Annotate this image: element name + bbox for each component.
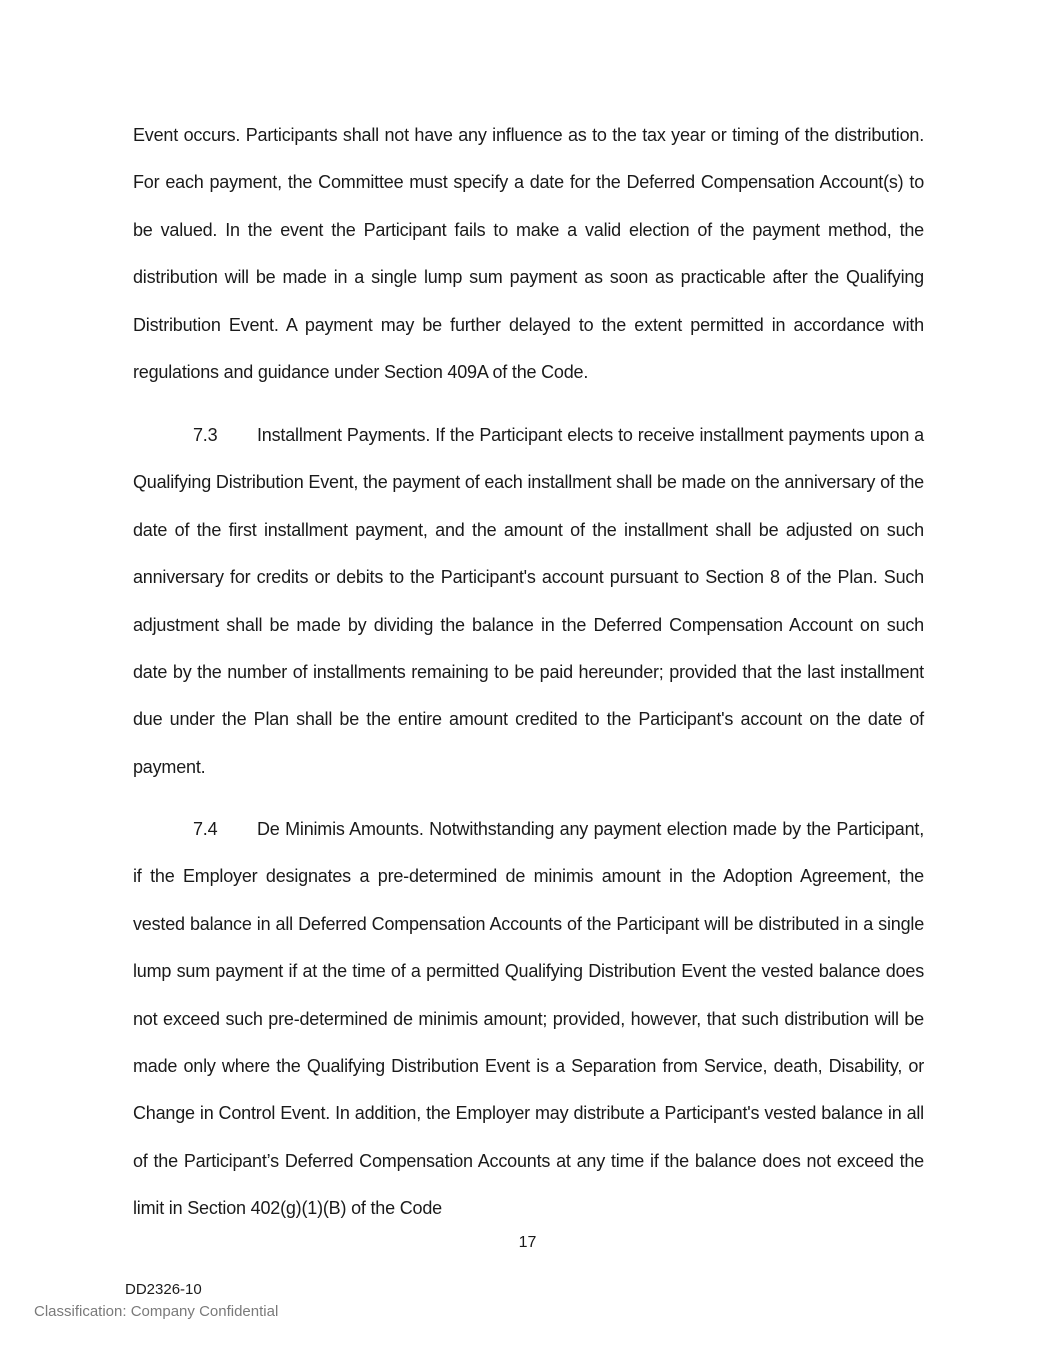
footer-document-code: DD2326-10: [125, 1281, 202, 1298]
paragraph-text: Installment Payments. If the Participant elects to receive installment payments upon a Qualifying Distribution Event, the payment of each installment shall be made on the anniversary of the date of the first installment payment, and the amount of the installment shall be adjusted on such anniversary for credits or debits to the Participant's account pursuant to Section 8 of the Plan. Such adjustment shall be made by dividing the balance in the Deferred Compensation Account on such date by the number of installments remaining to be paid hereunder; provided that the last installment due under the Plan shall be the entire amount credited to the Participant's account on the date of payment.: [133, 425, 924, 777]
footer-classification: Classification: Company Confidential: [34, 1303, 279, 1320]
paragraph-text: Event occurs. Participants shall not have any influence as to the tax year or timing of the distribution. For each payment, the Committee must specify a date for the Deferred Compensation Account(s) to be valued. In the event the Participant fails to make a valid election of the payment method, the distribution will be made in a single lump sum payment as soon as practicable after the Qualifying Distribution Event. A payment may be further delayed to the extent permitted in accordance with regulations and guidance under Section 409A of the Code.: [133, 125, 924, 383]
section-number: 7.3: [193, 425, 218, 445]
paragraph-text: De Minimis Amounts. Notwithstanding any payment election made by the Participant, if the Employer designates a pre-determined de minimis amount in the Adoption Agreement, the vested balance in all Deferred Compensation Accounts of the Participant will be distributed in a single lump sum payment if at the time of a permitted Qualifying Distribution Event the vested balance does not exceed such pre-determined de minimis amount; provided, however, that such distribution will be made only where the Qualifying Distribution Event is a Separation from Service, death, Disability, or Change in Control Event. In addition, the Employer may distribute a Participant's vested balance in all of the Participant’s Deferred Compensation Accounts at any time if the balance does not exceed the limit in Section 402(g)(1)(B) of the Code: [133, 819, 924, 1219]
section-7-4-paragraph: [133, 806, 924, 1233]
paragraph-continuation: [133, 112, 924, 396]
section-7-3-paragraph: [133, 412, 924, 791]
page-number: 17: [518, 1234, 537, 1251]
section-number: 7.4: [193, 819, 218, 839]
